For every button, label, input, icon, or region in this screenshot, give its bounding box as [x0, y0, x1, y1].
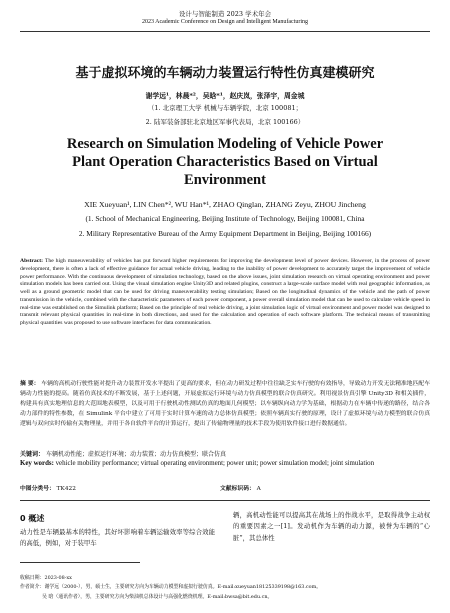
footnote-author-info: 作者简介：谢学远（2000-），男，硕士生，主要研究方向为车辆动力模型和虚拟行驶仿真。E-mail:xueyuan18125339198@163.com。 [20, 584, 322, 590]
affiliation-en-1: (1. School of Mechanical Engineering, Beijing Institute of Technology, Beijing 100081, China [85, 214, 365, 223]
section-heading: 0 概述 [20, 514, 45, 523]
header-rule [20, 31, 430, 32]
footnote-rule [20, 562, 140, 563]
keywords-cn [20, 449, 430, 458]
authors-en: XIE Xueyuan¹, LIN Chen*², WU Han*¹, ZHAO Qinglan, ZHANG Zeyu, ZHOU Jincheng [84, 200, 366, 209]
abstract-en-text: The high maneuverability of vehicles has put forward higher requirements for improving the development level of power devices. However, in the process of power development, there is often a lack of effective guidance for actual vehicle driving, leading to the inability of power development to accurately target the improvement of vehicle power performance. With the continuous development of simulation technology, based on the above issues, joint simulation research on virtual operating environment and power simulation models has been carried out. Using the visual simulation engine Unity3D and related plugins, construct a large-scale surface model with real geographic information, as well as a ground geometric model that can be used for driving maneuverability testing simulation; Based on the longitudinal dynamics of the vehicle and the path of power transmission in the vehicle, combined with the characteristic parameters of each power component, a power overall simulation model that can be used to calculate vehicle speed in real-time was established on the Simulink platform; Based on the principle of real vehicle driving, a joint simulation logic of virtual environment and power model was designed to transmit relevant physical quantities in real-time in both directions, and used for the calculation and operation of each software platform. The technical means of transmitting physical quantities was proposed to use software interfaces for data communication. [20, 258, 430, 326]
journal-header-cn: 设计与智能制造 2023 学术年会 [178, 10, 272, 18]
abstract-cn [20, 380, 430, 430]
authors-cn: 谢学远¹，林晨*²，吴晗*¹，赵庆岚，张泽宇，周金城 [145, 92, 305, 100]
document-code-label: 文献标识码： [220, 486, 255, 492]
journal-header-en: 2023 Academic Conference on Design and Intelligent Manufacturing [141, 19, 309, 25]
classification-value: TK422 [56, 486, 76, 492]
affiliation-cn-1: （1. 北京理工大学 机械与车辆学院，北京 100081； [147, 104, 303, 112]
abstract-en [20, 258, 430, 328]
affiliation-cn-2: 2. 陆军装备部驻北京地区军事代表局，北京 100166） [145, 118, 305, 126]
abstract-cn-label: 摘 要： [20, 381, 40, 387]
keywords-cn-label: 关键词： [20, 451, 45, 458]
body-column-left: 动力性是车辆最基本的特性，其好坏影响着车辆运输效率等综合效能的高低，例如，对于装甲车 [20, 528, 215, 548]
footnote-corresponding: 吴 晗（通讯作者），男，主要研究方向为柴油机总体设计与高强化燃烧机理。E-mail:bwsa@bit.edu.cn。 [42, 594, 273, 600]
affiliation-en-2: 2. Military Representative Bureau of the Army Equipment Department in Beijing, Beijing 100166) [78, 229, 372, 238]
footnote-received: 收稿日期：2023-08-xx [20, 575, 72, 581]
classification-label: 中图分类号： [20, 486, 55, 492]
classification-number [20, 483, 76, 492]
abstract-cn-text: 车辆的高机动行驶性能对提升动力装置开发水平提出了更高的要求，但在动力研发过程中往往缺乏实车行驶的有效指导，导致动力开发无法精准地匹配车辆动力性能的提高。随着仿真技术的不断发展，基于上述问题，开展虚拟运行环境与动力仿真模型的联合仿真研究。利用视景仿真引擎 Unity3D 和相关插件，构建具有真实地理信息的大范围地表模型，以及可用于行驶机动性测试仿真的地面几何模型；以车辆纵向动力学为基础，根据动力在车辆中传递的路径，结合各动力部件的特性参数，在 Simulink 平台中建立了可用于实时计算车速的动力总体仿真模型；依照车辆真实行驶的原理，设计了虚拟环境与动力模型的联合仿真逻辑与双向实时传输有关物理量，并用于各自软件平台的计算运行，提出了传输物理量的技术手段为使用软件接口进行数据通信。 [20, 381, 430, 427]
paper-title-en: Research on Simulation Modeling of Vehicle Power Plant Operation Characteristics Based on Virtual Environment [66, 136, 384, 188]
document-code [220, 483, 261, 492]
section-rule [20, 500, 430, 501]
document-code-value: A [256, 486, 261, 492]
paper-title-cn: 基于虚拟环境的车辆动力装置运行特性仿真建模研究 [75, 66, 375, 81]
abstract-en-label: Abstract: [20, 258, 44, 264]
body-column-right: 辆，高机动性能可以提高其在战场上的作战水平，是取得战争主动权的重要因素之一[1]。发动机作为车辆的动力源，被誉为车辆的“心脏”，其总体性 [233, 511, 430, 542]
keywords-cn-text: 车辆机动性能；虚拟运行环境；动力装置；动力仿真模型；联合仿真 [45, 451, 226, 458]
keywords-en [20, 459, 430, 469]
keywords-en-text: vehicle mobility performance; virtual operating environment; power unit; power simulation model; joint simulation [55, 460, 375, 467]
keywords-en-label: Key words: [20, 460, 54, 467]
